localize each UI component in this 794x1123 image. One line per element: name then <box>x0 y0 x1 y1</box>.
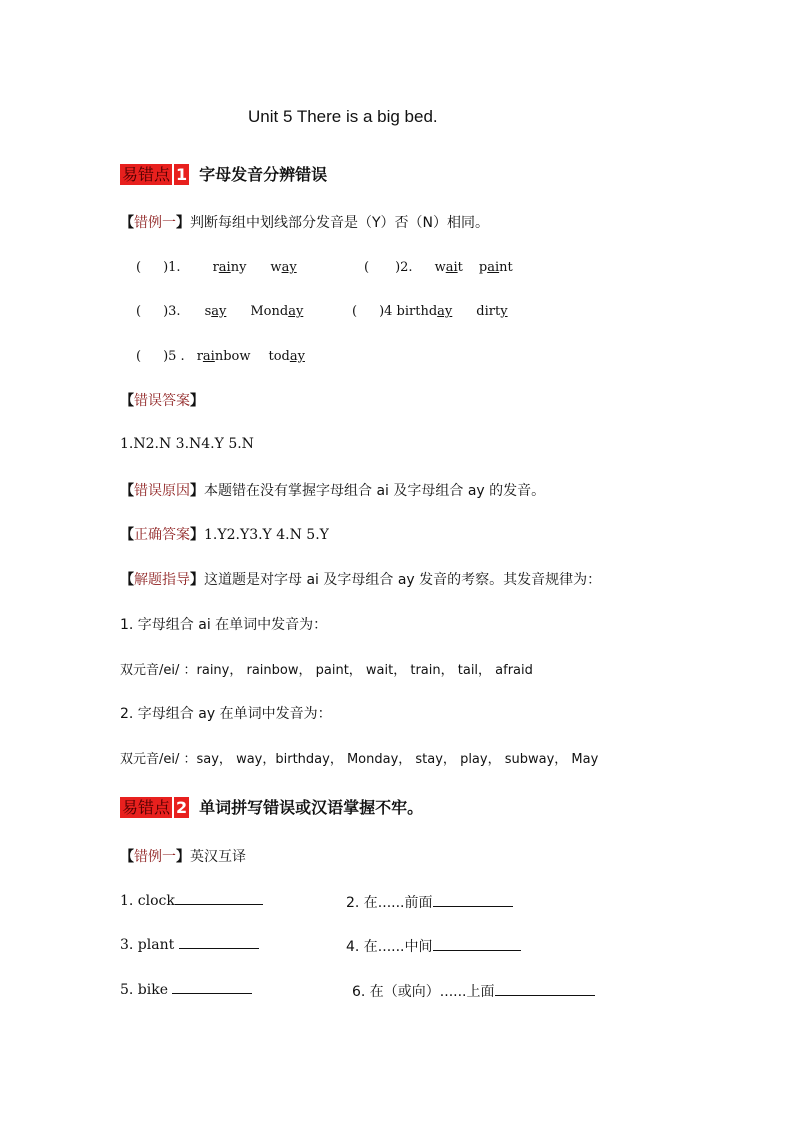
question-4: ( )4 birthday dirty <box>352 304 508 319</box>
error-point-number: 1 <box>176 165 188 184</box>
page-title: Unit 5 There is a big bed. <box>248 107 438 126</box>
example-text: 判断每组中划线部分发音是（Y）否（N）相同。 <box>190 215 490 231</box>
rule-1-head: 1. 字母组合 ai 在单词中发音为： <box>120 617 328 633</box>
question-3: ( )3. say Monday <box>136 304 304 319</box>
example-label: 错例一 <box>134 215 176 231</box>
wrong-answer-label: 【错误答案】 <box>120 393 204 409</box>
translation-item-1: 1. clock <box>120 892 263 909</box>
section-header-2: 易错点 2 单词拼写错误或汉语掌握不牢。 <box>122 798 424 817</box>
example-line-1: 【错例一】判断每组中划线部分发音是（Y）否（N）相同。 <box>120 215 490 231</box>
reason-line: 【错误原因】本题错在没有掌握字母组合 ai 及字母组合 ay 的发音。 <box>120 483 546 499</box>
rule-1-body: 双元音/ei/ ：rainy， rainbow， paint， wait， train， tail， afraid <box>120 663 533 678</box>
section-title: 字母发音分辨错误 <box>199 165 328 184</box>
question-5: ( )5 . rainbow today <box>136 349 305 364</box>
rule-2-body: 双元音/ei/ ：say， way，birthday， Monday， stay， play， subway， May <box>120 752 599 767</box>
question-1: ( )1. rainy way <box>136 260 297 275</box>
translation-item-5: 5. bike <box>120 981 252 998</box>
example-line-2: 【错例一】英汉互译 <box>120 849 246 865</box>
rule-2-head: 2. 字母组合 ay 在单词中发音为： <box>120 706 332 722</box>
question-2: ( )2. wait paint <box>364 260 513 275</box>
correct-answer-line: 【正确答案】1.Y2.Y3.Y 4.N 5.Y <box>120 527 329 543</box>
guide-line: 【解题指导】这道题是对字母 ai 及字母组合 ay 发音的考察。其发音规律为： <box>120 572 602 588</box>
translation-item-6: 6. 在（或向）......上面 <box>352 981 595 1001</box>
translation-item-2: 2. 在......前面 <box>346 892 513 912</box>
section-header-1 <box>120 162 327 185</box>
translation-item-3: 3. plant <box>120 936 259 953</box>
translation-item-4: 4. 在......中间 <box>346 936 521 956</box>
error-point-tag: 易错点 <box>122 165 171 184</box>
wrong-answer-text: 1.N2.N 3.N4.Y 5.N <box>120 436 254 452</box>
